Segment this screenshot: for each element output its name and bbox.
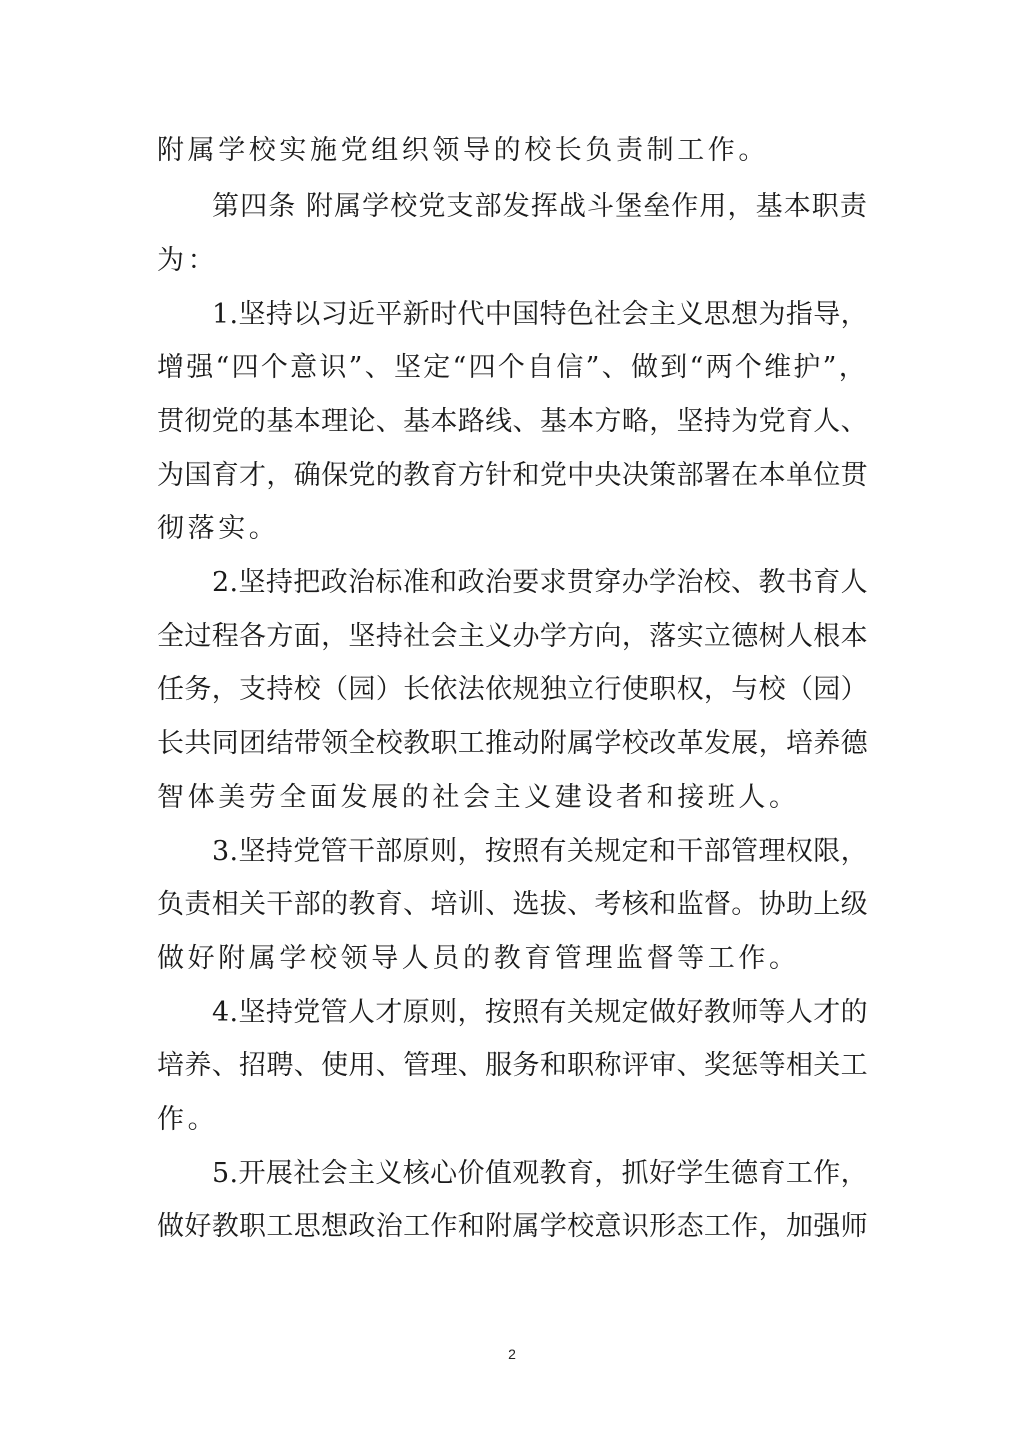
text-line-15: 负责相关干部的教育、培训、选拔、考核和监督。协助上级 (157, 889, 868, 920)
text-line-11: 任务，支持校（园）长依法依规独立行使职权，与校（园） (157, 674, 868, 705)
text-line-13: 智体美劳全面发展的社会主义建设者和接班人。 (157, 782, 800, 813)
text-line-10: 全过程各方面，坚持社会主义办学方向，落实立德树人根本 (157, 621, 868, 652)
text-line-1: 附属学校实施党组织领导的校长负责制工作。 (157, 135, 769, 166)
text-line-16: 做好附属学校领导人员的教育管理监督等工作。 (157, 943, 800, 974)
text-line-8: 彻落实。 (157, 513, 280, 544)
item-4-start: 4.坚持党管人才原则，按照有关规定做好教师等人才的 (212, 997, 868, 1028)
text-line-18: 培养、招聘、使用、管理、服务和职称评审、奖惩等相关工 (157, 1050, 868, 1081)
item-1-start: 1.坚持以习近平新时代中国特色社会主义思想为指导， (212, 299, 868, 330)
text-line-19: 作。 (157, 1104, 219, 1135)
text-line-12: 长共同团结带领全校教职工推动附属学校改革发展，培养德 (157, 728, 868, 759)
text-line-7: 为国育才，确保党的教育方针和党中央决策部署在本单位贯 (157, 460, 868, 491)
text-line-5: 增强“四个意识”、坚定“四个自信”、做到“两个维护”， (157, 352, 868, 383)
item-2-start: 2.坚持把政治标准和政治要求贯穿办学治校、教书育人 (212, 567, 868, 598)
text-line-6: 贯彻党的基本理论、基本路线、基本方略，坚持为党育人、 (157, 406, 868, 437)
article-4-heading: 第四条 附属学校党支部发挥战斗堡垒作用，基本职责 (212, 191, 868, 222)
text-line-3: 为： (157, 245, 219, 276)
item-3-start: 3.坚持党管干部原则，按照有关规定和干部管理权限， (212, 836, 868, 867)
text-line-21: 做好教职工思想政治工作和附属学校意识形态工作，加强师 (157, 1211, 868, 1242)
page-number: 2 (508, 1346, 516, 1362)
item-5-start: 5.开展社会主义核心价值观教育，抓好学生德育工作， (212, 1158, 868, 1189)
